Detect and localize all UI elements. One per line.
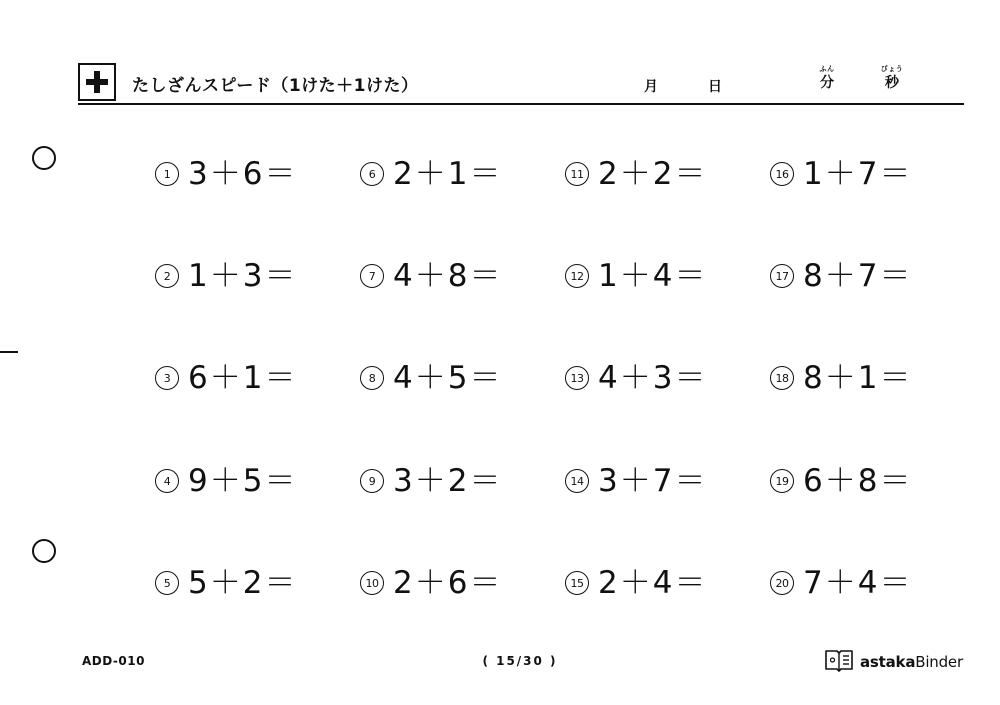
binder-book-icon	[824, 648, 854, 676]
second-label: 秒	[885, 75, 899, 91]
problem-expression: 1＋7＝	[803, 156, 913, 192]
problem-10	[360, 563, 502, 603]
minute-label: 分	[820, 75, 834, 91]
center-fold-mark	[0, 351, 18, 353]
problem-number: 7	[360, 264, 384, 288]
problem-14	[565, 461, 707, 501]
second-furigana: びょう	[880, 65, 904, 73]
problem-number: 1	[155, 162, 179, 186]
problem-expression: 2＋4＝	[598, 565, 708, 601]
problem-number: 3	[155, 366, 179, 390]
problem-2	[155, 256, 297, 296]
worksheet-code: ADD-010	[82, 654, 145, 668]
problem-7	[360, 256, 502, 296]
problem-number: 19	[770, 469, 794, 493]
problem-number: 16	[770, 162, 794, 186]
problem-expression: 6＋8＝	[803, 463, 913, 499]
problem-number: 11	[565, 162, 589, 186]
problem-11	[565, 154, 707, 194]
minute-furigana: ふん	[819, 65, 835, 73]
problem-number: 14	[565, 469, 589, 493]
problem-4	[155, 461, 297, 501]
problem-expression: 3＋6＝	[188, 156, 298, 192]
problem-number: 9	[360, 469, 384, 493]
problem-18	[770, 358, 912, 398]
problem-1	[155, 154, 297, 194]
problem-15	[565, 563, 707, 603]
problem-expression: 4＋3＝	[598, 360, 708, 396]
problem-number: 12	[565, 264, 589, 288]
problem-number: 20	[770, 571, 794, 595]
day-label: 日	[708, 79, 722, 95]
problem-expression: 8＋1＝	[803, 360, 913, 396]
problem-number: 17	[770, 264, 794, 288]
problem-expression: 3＋2＝	[393, 463, 503, 499]
problem-expression: 2＋6＝	[393, 565, 503, 601]
binder-hole-bottom	[32, 539, 56, 563]
problem-12	[565, 256, 707, 296]
problem-16	[770, 154, 912, 194]
problem-20	[770, 563, 912, 603]
brand-name	[860, 653, 963, 671]
month-label: 月	[644, 79, 658, 95]
problem-number: 13	[565, 366, 589, 390]
problem-expression: 4＋5＝	[393, 360, 503, 396]
binder-hole-top	[32, 146, 56, 170]
problem-expression: 9＋5＝	[188, 463, 298, 499]
problem-number: 4	[155, 469, 179, 493]
problem-expression: 2＋1＝	[393, 156, 503, 192]
problem-8	[360, 358, 502, 398]
problem-number: 15	[565, 571, 589, 595]
brand-name-regular: Binder	[915, 653, 963, 671]
brand-logo	[824, 648, 963, 676]
problem-9	[360, 461, 502, 501]
problem-expression: 1＋3＝	[188, 258, 298, 294]
problem-expression: 2＋2＝	[598, 156, 708, 192]
problem-expression: 5＋2＝	[188, 565, 298, 601]
problem-expression: 6＋1＝	[188, 360, 298, 396]
second-field	[877, 65, 907, 92]
problem-number: 2	[155, 264, 179, 288]
problem-expression: 7＋4＝	[803, 565, 913, 601]
brand-name-bold: astaka	[860, 653, 916, 671]
worksheet-header	[78, 63, 964, 105]
problem-3	[155, 358, 297, 398]
problem-number: 10	[360, 571, 384, 595]
problem-13	[565, 358, 707, 398]
problem-expression: 8＋7＝	[803, 258, 913, 294]
problem-number: 18	[770, 366, 794, 390]
worksheet-title: たしざんスピード（1けた＋1けた）	[132, 76, 419, 96]
problem-expression: 3＋7＝	[598, 463, 708, 499]
page-indicator: ( 15/30 )	[482, 654, 558, 668]
problem-17	[770, 256, 912, 296]
problem-6	[360, 154, 502, 194]
problem-19	[770, 461, 912, 501]
problem-expression: 4＋8＝	[393, 258, 503, 294]
problem-number: 5	[155, 571, 179, 595]
problem-expression: 1＋4＝	[598, 258, 708, 294]
problem-number: 8	[360, 366, 384, 390]
problem-5	[155, 563, 297, 603]
minute-field	[812, 65, 842, 92]
plus-icon	[78, 63, 116, 101]
problem-number: 6	[360, 162, 384, 186]
